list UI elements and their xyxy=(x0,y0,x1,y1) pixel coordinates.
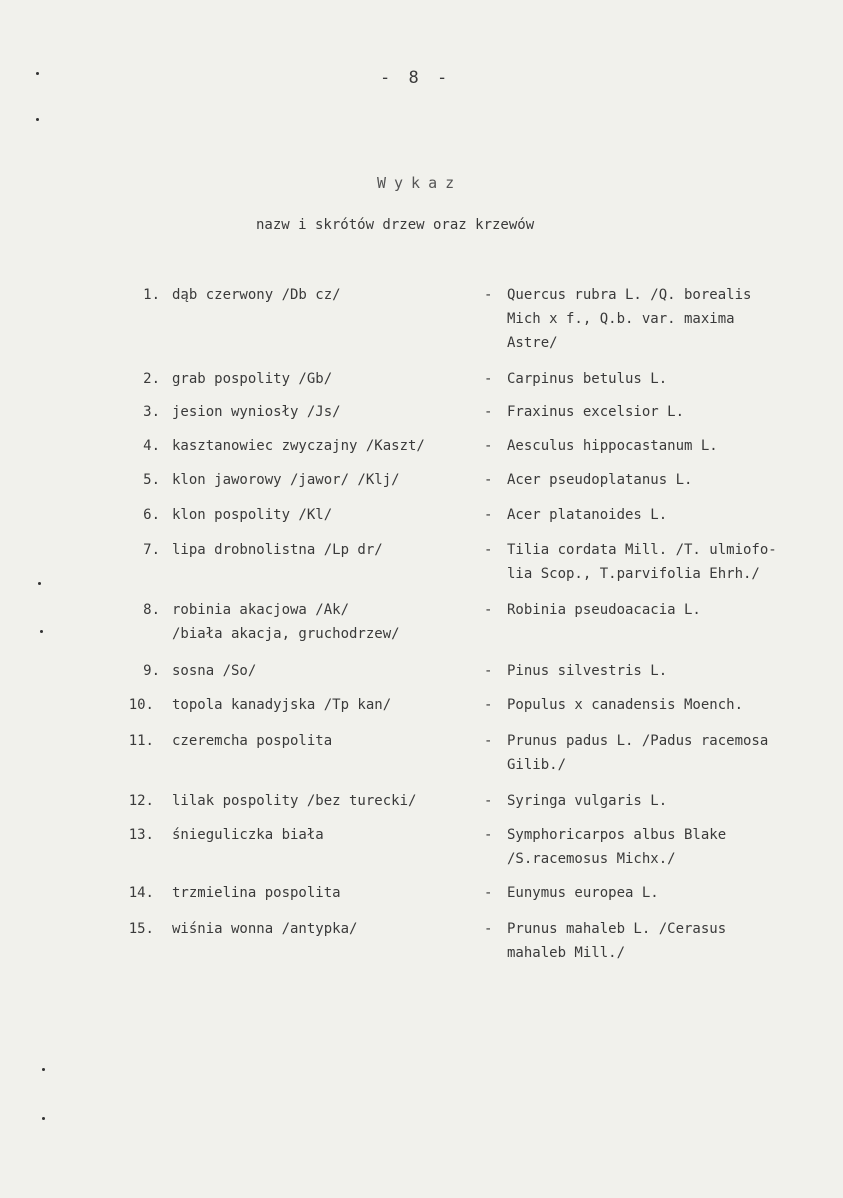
list-title: Wykaz xyxy=(377,174,463,192)
entry-number: 7. xyxy=(143,542,160,558)
margin-dot xyxy=(36,72,39,75)
separator-dash: - xyxy=(484,287,493,303)
latin-name: Populus x canadensis Moench. xyxy=(507,697,744,713)
entry-number: 9. xyxy=(143,663,160,679)
polish-name: klon pospolity /Kl/ xyxy=(172,507,333,523)
latin-name: Symphoricarpos albus Blake /S.racemosus Michx./ xyxy=(507,827,727,867)
entry-number: 13. xyxy=(128,827,154,843)
separator-dash: - xyxy=(484,733,493,749)
separator-dash: - xyxy=(484,885,493,901)
latin-name: Pinus silvestris L. xyxy=(507,663,668,679)
polish-name: wiśnia wonna /antypka/ xyxy=(172,921,358,937)
entry-number: 15. xyxy=(128,921,154,937)
separator-dash: - xyxy=(484,663,493,679)
polish-name: czeremcha pospolita xyxy=(172,733,333,749)
entry-number: 8. xyxy=(143,602,160,618)
latin-name: Eunymus europea L. xyxy=(507,885,659,901)
entry-number: 14. xyxy=(128,885,154,901)
separator-dash: - xyxy=(484,793,493,809)
polish-name: lilak pospolity /bez turecki/ xyxy=(172,793,417,809)
polish-name: kasztanowiec zwyczajny /Kaszt/ xyxy=(172,438,425,454)
polish-name: sosna /So/ xyxy=(172,663,257,679)
separator-dash: - xyxy=(484,507,493,523)
entry-number: 1. xyxy=(143,287,160,303)
entry-number: 10. xyxy=(128,697,154,713)
entry-number: 2. xyxy=(143,371,160,387)
margin-dot xyxy=(42,1068,45,1071)
latin-name: Carpinus betulus L. xyxy=(507,371,668,387)
polish-name: grab pospolity /Gb/ xyxy=(172,371,333,387)
latin-name: Tilia cordata Mill. /T. ulmiofo- lia Scop., T.parvifolia Ehrh./ xyxy=(507,542,777,582)
polish-name: klon jaworowy /jawor/ /Klj/ xyxy=(172,472,400,488)
margin-dot xyxy=(40,630,43,633)
entry-number: 11. xyxy=(128,733,154,749)
latin-name: Syringa vulgaris L. xyxy=(507,793,668,809)
entry-number: 4. xyxy=(143,438,160,454)
margin-dot xyxy=(36,118,39,121)
polish-name: dąb czerwony /Db cz/ xyxy=(172,287,341,303)
polish-name: robinia akacjowa /Ak/ /biała akacja, gruchodrzew/ xyxy=(172,602,400,642)
separator-dash: - xyxy=(484,921,493,937)
separator-dash: - xyxy=(484,697,493,713)
polish-name: lipa drobnolistna /Lp dr/ xyxy=(172,542,383,558)
list-subtitle: nazw i skrótów drzew oraz krzewów xyxy=(256,217,535,233)
separator-dash: - xyxy=(484,371,493,387)
latin-name: Fraxinus excelsior L. xyxy=(507,404,685,420)
latin-name: Aesculus hippocastanum L. xyxy=(507,438,718,454)
separator-dash: - xyxy=(484,472,493,488)
latin-name: Prunus padus L. /Padus racemosa Gilib./ xyxy=(507,733,769,773)
latin-name: Quercus rubra L. /Q. borealis Mich x f., Q.b. var. maxima Astre/ xyxy=(507,287,752,351)
separator-dash: - xyxy=(484,438,493,454)
margin-dot xyxy=(38,582,41,585)
entry-number: 6. xyxy=(143,507,160,523)
latin-name: Acer platanoides L. xyxy=(507,507,668,523)
latin-name: Acer pseudoplatanus L. xyxy=(507,472,693,488)
polish-name: trzmielina pospolita xyxy=(172,885,341,901)
page-number: - 8 - xyxy=(380,68,452,88)
entry-number: 3. xyxy=(143,404,160,420)
latin-name: Robinia pseudoacacia L. xyxy=(507,602,701,618)
polish-name: jesion wyniosły /Js/ xyxy=(172,404,341,420)
margin-dot xyxy=(42,1117,45,1120)
polish-name: topola kanadyjska /Tp kan/ xyxy=(172,697,392,713)
separator-dash: - xyxy=(484,602,493,618)
polish-name: śnieguliczka biała xyxy=(172,827,324,843)
entry-number: 12. xyxy=(128,793,154,809)
separator-dash: - xyxy=(484,542,493,558)
entry-number: 5. xyxy=(143,472,160,488)
separator-dash: - xyxy=(484,827,493,843)
separator-dash: - xyxy=(484,404,493,420)
latin-name: Prunus mahaleb L. /Cerasus mahaleb Mill./ xyxy=(507,921,727,961)
